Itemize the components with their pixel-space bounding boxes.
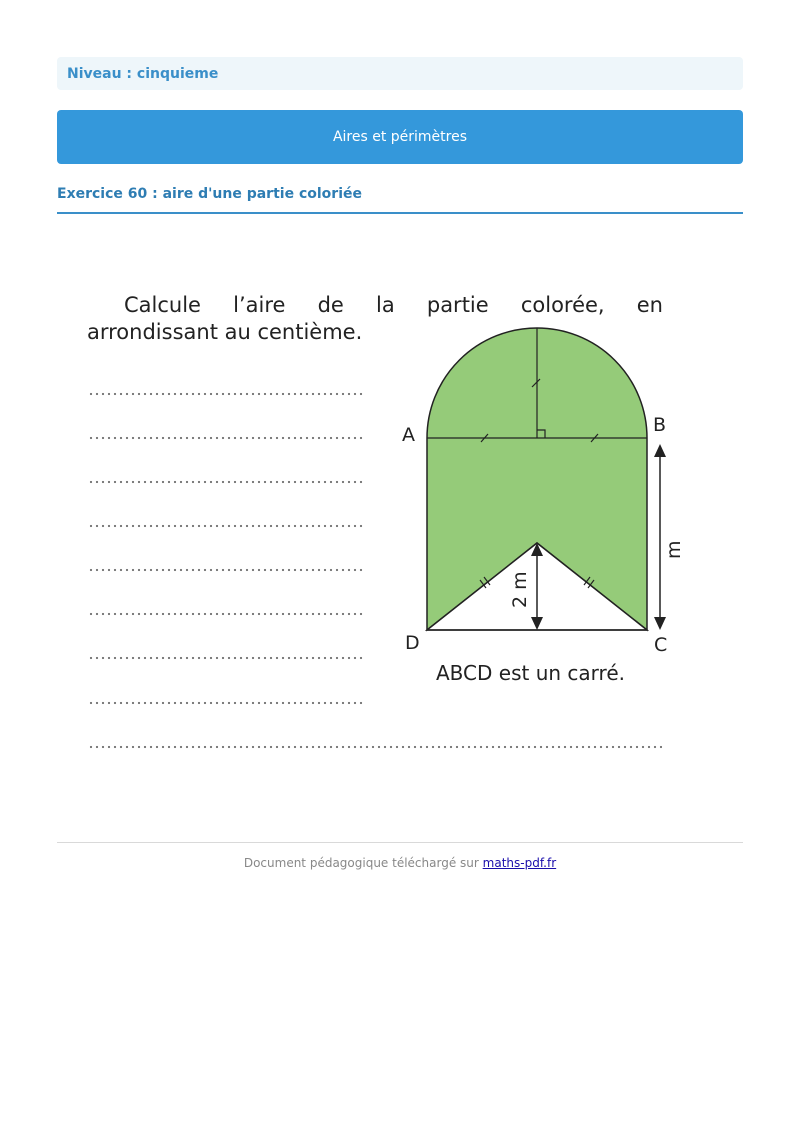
point-c-label: C xyxy=(654,634,668,656)
exercise-area xyxy=(84,292,684,762)
figure-caption: ABCD est un carré. xyxy=(436,661,625,685)
footer-text: Document pédagogique téléchargé sur xyxy=(243,856,479,870)
topic-banner xyxy=(57,110,743,164)
point-a-label: A xyxy=(402,424,415,446)
topic-title: Aires et périmètres xyxy=(332,129,468,145)
exercise-title: Exercice 60 : aire d'une partie coloriée xyxy=(57,186,743,214)
arrow-head xyxy=(654,617,666,630)
instruction-line-1: Calcule l’aire de la partie colorée, en xyxy=(124,293,663,317)
point-b-label: B xyxy=(653,414,667,436)
side-label: m xyxy=(663,540,685,559)
footer-link[interactable]: maths-pdf.fr xyxy=(482,856,557,870)
arrow-head xyxy=(654,444,666,457)
level-box xyxy=(57,57,743,90)
point-d-label: D xyxy=(405,632,420,654)
instruction-line-2: arrondissant au centième. xyxy=(87,320,363,344)
geometry-figure xyxy=(84,292,684,712)
footer xyxy=(0,856,800,870)
height-label: 2 m xyxy=(509,571,531,608)
footer-divider xyxy=(57,842,743,843)
answer-line[interactable] xyxy=(88,745,662,749)
level-label: Niveau : cinquieme xyxy=(67,65,219,82)
